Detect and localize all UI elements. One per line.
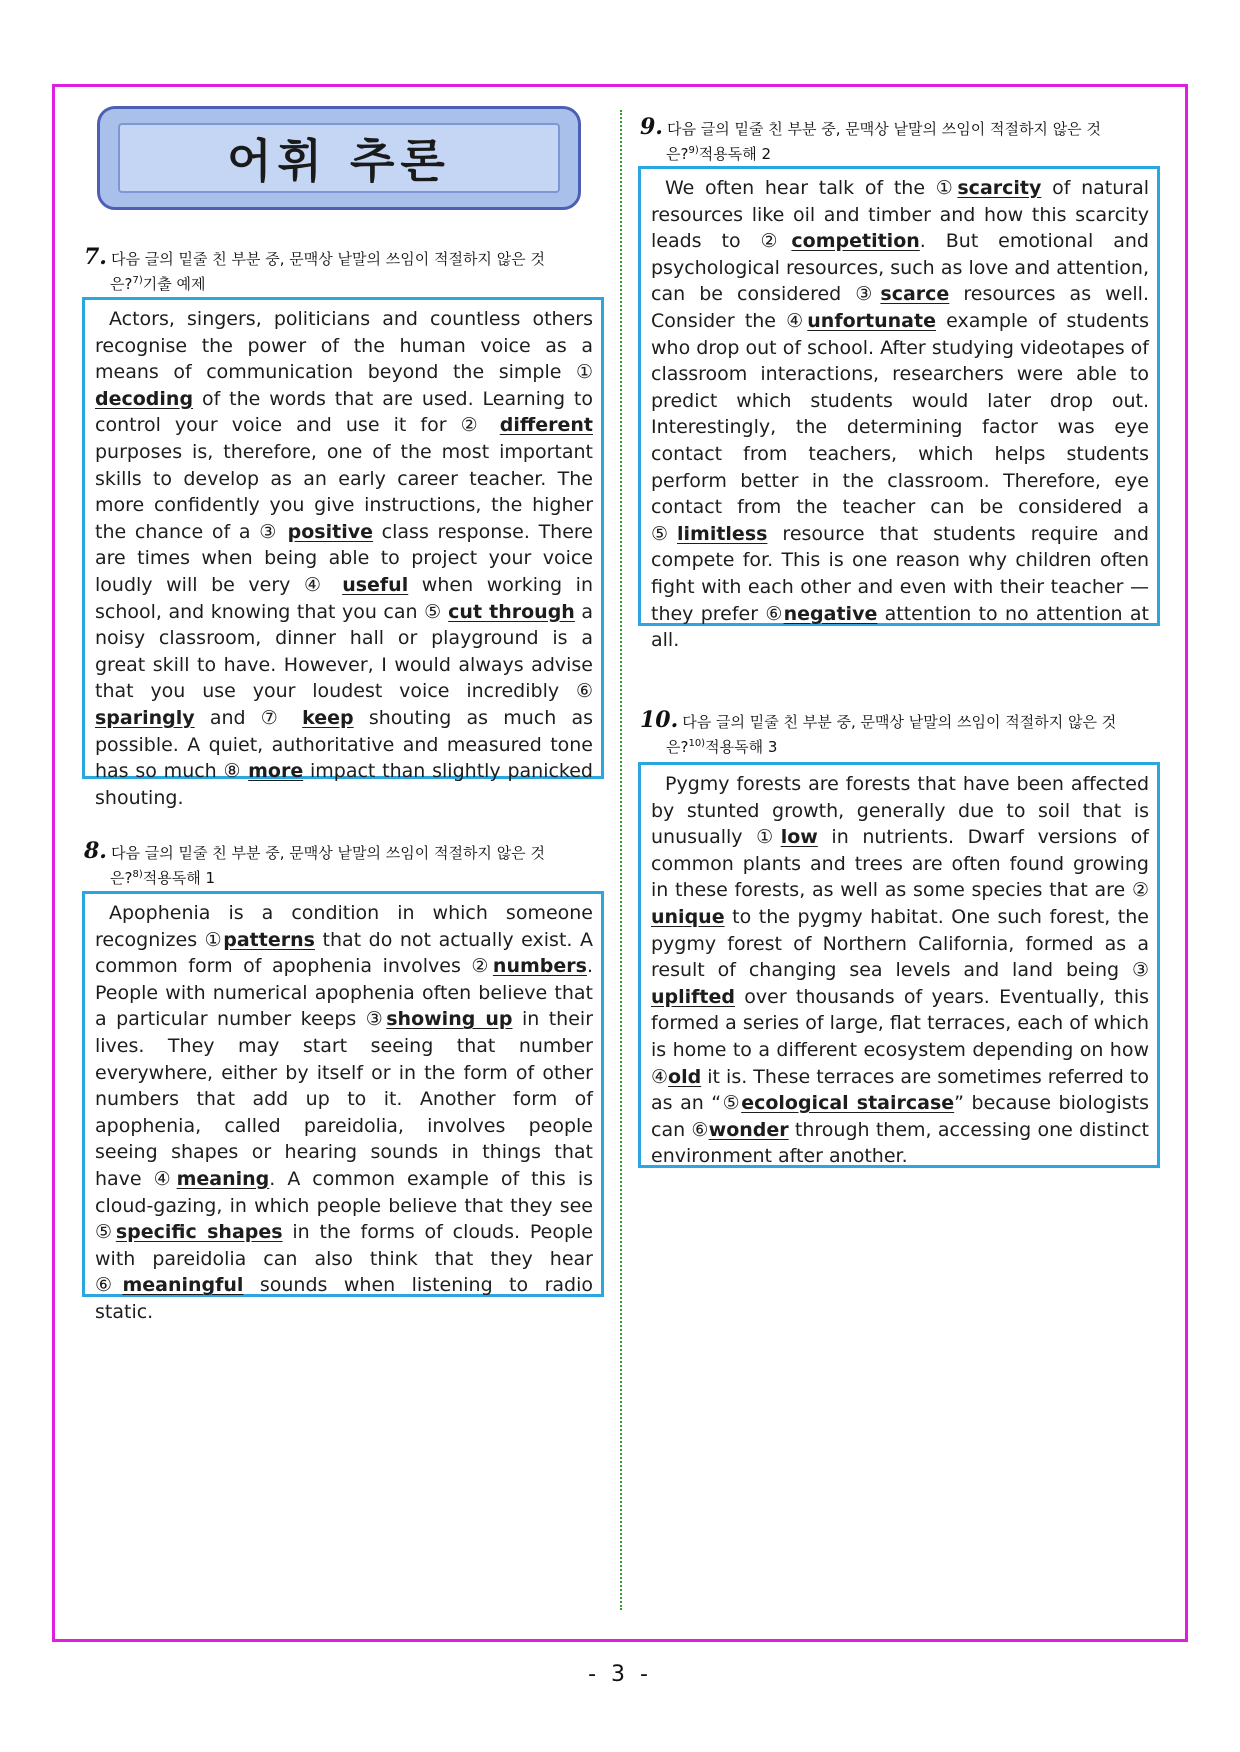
passage-text: Actors, singers, politicians and countless others recognise the power of the human voice as a means of communication beyond the simple ① decoding of the words that are used. Learning to control your voice and use it for ② different purposes is, therefore, one of the most important skills to develop as an early career teacher. The more confidently you give instructions, the higher the chance of a ③ positive class response. There are times when being able to project your voice loudly will be very ④ useful when working in school, and knowing that you can ⑤ cut through a noisy classroom, dinner hall or playground is a great skill to have. However, I would always advise that you use your loudest voice incredibly ⑥ sparingly and ⑦ keep shouting as much as possible. A quiet, authoritative and measured tone has so much ⑧ more impact than slightly panicked shouting. (95, 308, 594, 809)
prompt-text-end: 은? (666, 738, 689, 756)
underlined-word: useful (342, 573, 409, 596)
underlined-word: uplifted (651, 985, 735, 1008)
underlined-word: showing up (386, 1008, 513, 1031)
underlined-word: limitless (677, 522, 768, 545)
underlined-word: more (248, 760, 304, 783)
question-8-passage-box (82, 891, 604, 1323)
underlined-word: patterns (223, 928, 315, 951)
source-label: 적용독해 3 (705, 738, 778, 756)
question-number: 7. (84, 244, 107, 270)
underlined-word: scarcity (957, 177, 1042, 199)
footnote-marker: 9) (688, 145, 699, 156)
underlined-word: decoding (95, 387, 194, 410)
question-7-passage-box (82, 297, 604, 809)
underlined-word: old (668, 1065, 702, 1088)
question-7-prompt (84, 246, 604, 295)
underlined-word: specific shapes (115, 1221, 283, 1244)
question-number: 8. (84, 838, 107, 864)
passage-text: Apophenia is a condition in which someone recognizes ①patterns that do not actually exist. A common form of apophenia involves ②numbers. People with numerical apophenia often believe that a particular number keeps ③showing up in their lives. They may start seeing that number everywhere, either by itself or in the form of other numbers that add up to it. Another form of apophenia, called pareidolia, involves people seeing shapes or hearing sounds in things that have ④meaning. A common example of this is cloud-gazing, in which people believe that they see ⑤specific shapes in the forms of clouds. People with pareidolia can also think that they hear ⑥meaningful sounds when listening to radio static. (95, 902, 593, 1323)
underlined-word: positive (287, 520, 373, 543)
page-number: - 3 - (588, 1662, 652, 1687)
page-title: 어휘 추론 (227, 134, 451, 188)
underlined-word: meaning (176, 1167, 270, 1190)
prompt-text-end: 은? (110, 869, 133, 887)
passage-text: Pygmy forests are forests that have been affected by stunted growth, generally due to soil that is unusually ①low in nutrients. Dwarf versions of common plants and trees are often found growing in these forests, as well as some species that are ② unique to the pygmy habitat. One such forest, the pygmy forest of Northern California, formed as a result of changing sea levels and land being ③ uplifted over thousands of years. Eventually, this formed a series of large, flat terraces, each of which is home to a different ecosystem depending on how ④old it is. These terraces are sometimes referred to as an “⑤ecological staircase” because biologists can ⑥wonder through them, accessing one distinct environment after another. (651, 773, 1149, 1168)
passage-text: We often hear talk of the ①scarcity of natural resources like oil and timber and how this scarcity leads to ②competition. But emotional and psychological resources, such as love and attention, can be considered ③scarce resources as well. Consider the ④unfortunate example of students who drop out of school. After studying videotapes of classroom interactions, researchers were able to predict which students would later drop out. Interestingly, the determining factor was eye contact from teachers, which helps students perform better in the classroom. Therefore, eye contact from the teacher can be considered a ⑤limitless resource that students require and compete for. This is one reason why children often fight with each other and even with their teacher — they prefer ⑥negative attention to no attention at all. (651, 177, 1150, 652)
prompt-text-end: 은? (666, 145, 689, 163)
underlined-word: ecological staircase (741, 1092, 955, 1115)
question-9-passage-box (638, 166, 1160, 652)
underlined-word: competition (791, 230, 920, 253)
underlined-word: low (780, 826, 818, 849)
question-8-prompt (84, 840, 604, 889)
underlined-word: sparingly (95, 706, 195, 729)
prompt-text: 다음 글의 밑줄 친 부분 중, 문맥상 낱말의 쓰임이 적절하지 않은 것 (666, 120, 1101, 138)
underlined-word: scarce (880, 283, 950, 306)
underlined-word: meaningful (122, 1274, 244, 1297)
source-label: 기출 예제 (142, 275, 206, 293)
footnote-marker: 10) (688, 738, 706, 749)
question-10-prompt (640, 709, 1160, 758)
footnote-marker: 7) (132, 275, 143, 286)
prompt-text: 다음 글의 밑줄 친 부분 중, 문맥상 낱말의 쓰임이 적절하지 않은 것 (110, 250, 545, 268)
question-number: 9. (640, 114, 663, 140)
source-label: 적용독해 2 (698, 145, 771, 163)
title-inner-box (118, 123, 560, 193)
underlined-word: different (499, 414, 593, 437)
footnote-marker: 8) (132, 869, 143, 880)
prompt-text-end: 은? (110, 275, 133, 293)
question-10-passage-box (638, 762, 1160, 1168)
underlined-word: numbers (492, 955, 587, 978)
source-label: 적용독해 1 (142, 869, 215, 887)
prompt-text: 다음 글의 밑줄 친 부분 중, 문맥상 낱말의 쓰임이 적절하지 않은 것 (682, 713, 1117, 731)
prompt-text: 다음 글의 밑줄 친 부분 중, 문맥상 낱말의 쓰임이 적절하지 않은 것 (110, 844, 545, 862)
underlined-word: keep (302, 706, 354, 729)
question-9-prompt (640, 116, 1160, 165)
underlined-word: unfortunate (807, 309, 936, 332)
underlined-word: unique (651, 905, 725, 928)
underlined-word: cut through (448, 600, 575, 623)
underlined-word: negative (783, 602, 878, 625)
column-divider (620, 110, 622, 1610)
title-banner (97, 106, 581, 210)
underlined-word: wonder (708, 1118, 789, 1141)
question-number: 10. (640, 707, 679, 733)
